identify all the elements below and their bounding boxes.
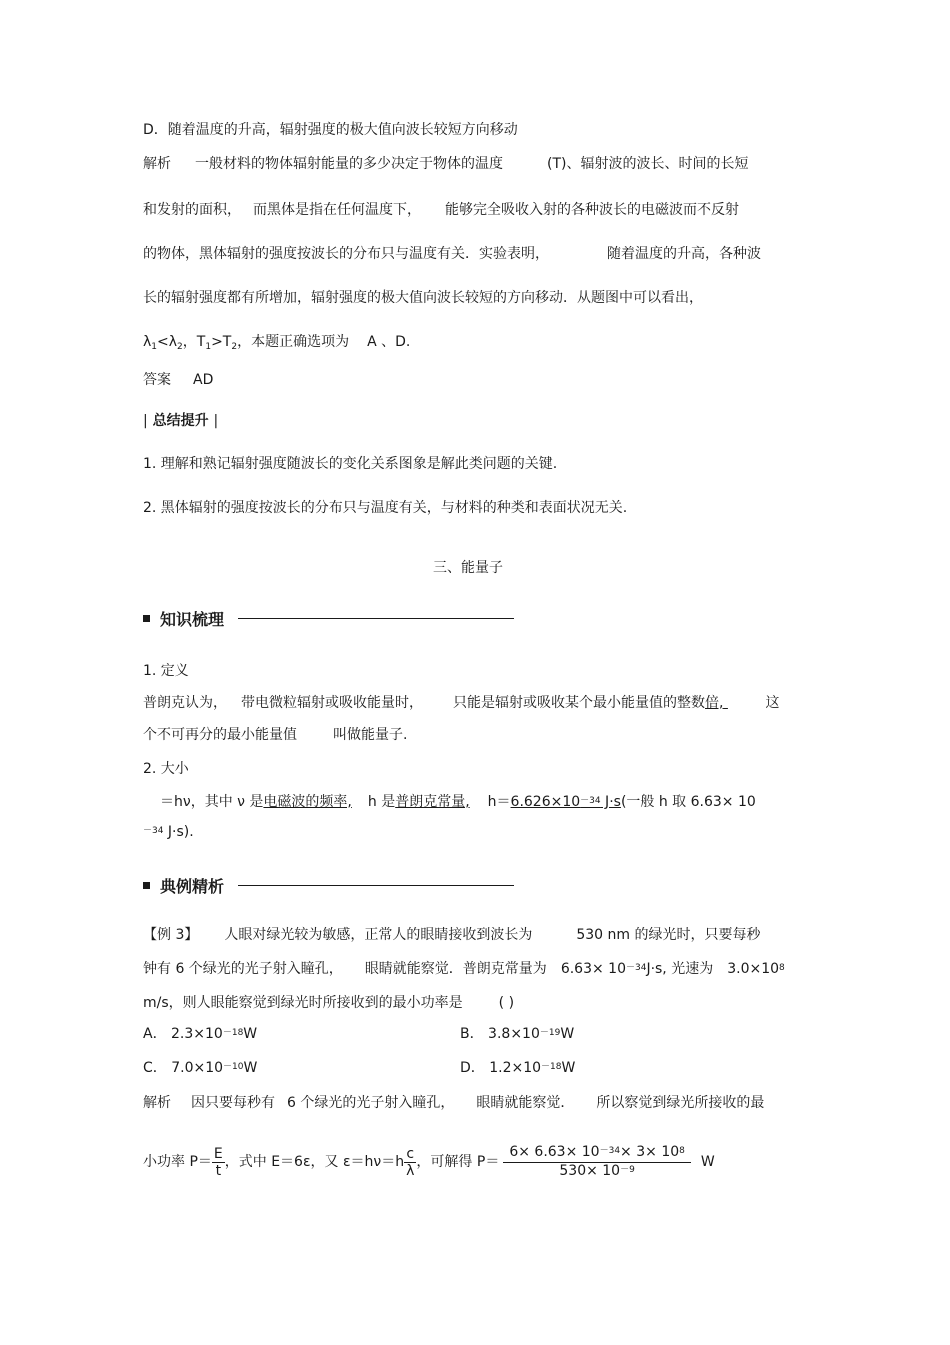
size-title: 2. 大小 (143, 761, 189, 777)
size-text: ＝hν，其中 ν 是 (160, 794, 264, 810)
subscript: 2 (231, 342, 238, 352)
definition-line-1 (143, 693, 779, 713)
analysis-text: 的物体，黑体辐射的强度按波长的分布只与温度有关．实验表明， (143, 246, 549, 262)
size-text: h＝ (487, 794, 511, 810)
exponent: －34 (625, 963, 647, 973)
summary-item-1: 1. 理解和熟记辐射强度随波长的变化关系图象是解此类问题的关键. (143, 456, 558, 472)
numerator-text: 6× 6.63× 10 (509, 1143, 600, 1160)
example-text: 3.0×10 (727, 961, 780, 977)
option-unit: W (243, 1026, 258, 1042)
analysis-text: 6 个绿光的光子射入瞳孔， (287, 1095, 455, 1111)
analysis-line-4: 长的辐射强度都有所增加，辐射强度的极大值向波长较短的方向移动．从题图中可以看出， (143, 290, 703, 306)
examples-title: 典例精析 (160, 877, 225, 896)
subscript: 2 (177, 342, 183, 352)
option-d-line: D．随着温度的升高，辐射强度的极大值向波长较短方向移动 (143, 122, 518, 138)
subscript: 1 (151, 342, 158, 352)
definition-text: 个不可再分的最小能量值 (143, 727, 297, 743)
analysis-text: 一般材料的物体辐射能量的多少决定于物体的温度 (195, 156, 503, 172)
option-unit: W (561, 1060, 576, 1076)
example-line-3 (143, 993, 514, 1013)
size-text: (一般 h 取 6.63× 10 (620, 794, 756, 810)
fraction-e-over-t (212, 1146, 225, 1179)
answer-label: 答案 (143, 372, 171, 388)
summary-heading: | 总结提升 | (143, 413, 219, 429)
example-text: 6.63× 10 (560, 961, 626, 977)
analysis-label: 解析 (143, 1095, 171, 1111)
answer-value: AD (193, 372, 214, 388)
exponent: －19 (539, 1028, 561, 1038)
analysis-text: ，T (182, 334, 206, 350)
examples-heading (143, 874, 514, 897)
size-unit: J·s (600, 794, 621, 810)
exponent: 8 (679, 1145, 685, 1156)
exponent: －34 (580, 796, 601, 806)
analysis-text: 所以察觉到绿光所接收的最 (596, 1095, 765, 1111)
formula-text: ，可解得 P＝ (416, 1154, 500, 1170)
exponent: 8 (779, 963, 785, 973)
knowledge-heading (143, 607, 514, 630)
example-text: 眼睛就能察觉．普朗克常量为 (364, 961, 547, 977)
definition-text: 带电微粒辐射或吸收能量时， (241, 695, 423, 711)
analysis-text: (T)、辐射波的波长、时间的长短 (547, 156, 749, 172)
analysis-text: <λ (157, 334, 178, 350)
option-unit: W (243, 1060, 258, 1076)
analysis-text: 和发射的面积， (143, 202, 241, 218)
exponent: －18 (541, 1062, 562, 1072)
answer-line (143, 370, 213, 390)
analysis-text: 能够完全吸收入射的各种波长的电磁波而不反射 (445, 202, 739, 218)
size-underlined: 电磁波的频率, (263, 794, 352, 810)
definition-text: 这 (765, 695, 780, 711)
definition-text: 叫做能量子. (333, 727, 408, 743)
example-text: 人眼对绿光较为敏感，正常人的眼睛接收到波长为 (224, 927, 533, 943)
fraction-c-over-lambda (404, 1146, 416, 1179)
power-fraction (503, 1144, 691, 1181)
option-b (460, 1024, 574, 1046)
size-underlined: 6.626×10 (510, 794, 581, 810)
exponent: －18 (222, 1028, 244, 1038)
analysis-text: 眼睛就能察觉． (476, 1095, 575, 1111)
numerator-text: × 3× 10 (620, 1143, 680, 1160)
fraction-denominator: t (215, 1162, 222, 1179)
summary-title: 总结提升 (152, 413, 209, 429)
analysis-text: >T (211, 334, 232, 350)
formula-unit: W (700, 1154, 715, 1170)
example-text: 钟有 6 个绿光的光子射入瞳孔， (143, 961, 343, 977)
example-line-2 (143, 959, 785, 981)
definition-line-2 (143, 725, 407, 745)
fraction-numerator: E (213, 1145, 223, 1162)
exponent: －9 (620, 1164, 635, 1175)
formula-line (143, 1142, 715, 1182)
size-text: J·s). (163, 824, 194, 840)
option-d (460, 1058, 575, 1080)
fraction-numerator (503, 1144, 691, 1163)
definition-text: 只能是辐射或吸收某个最小能量值的整数 (453, 695, 705, 711)
heading-rule (238, 618, 514, 619)
example-text: m/s，则人眼能察觉到绿光时所接收到的最小功率是 (143, 995, 463, 1011)
fraction-denominator: λ (406, 1162, 415, 1179)
definition-underlined: 倍, (705, 695, 724, 711)
example-label: 【例 3】 (143, 927, 199, 943)
fraction-numerator: c (406, 1145, 415, 1162)
size-underlined: 普朗克常量, (395, 794, 470, 810)
denominator-text: 530× 10 (559, 1162, 621, 1179)
analysis-text: 随着温度的升高，各种波 (607, 246, 761, 262)
analysis-line-5 (143, 332, 410, 354)
exponent: －34 (599, 1145, 621, 1156)
analysis-label: 解析 (143, 156, 171, 172)
definition-title: 1. 定义 (143, 663, 189, 679)
definition-text: 普朗克认为， (143, 695, 227, 711)
analysis-line-3 (143, 244, 761, 264)
example-text: J·s, 光速为 (646, 961, 714, 977)
option-c (143, 1058, 257, 1080)
section-title: 三、能量子 (433, 560, 503, 576)
formula-text: ，式中 E＝6ε，又 ε＝hν＝h (224, 1154, 405, 1170)
square-bullet-icon (143, 882, 150, 889)
square-bullet-icon (143, 615, 150, 622)
lambda-symbol: λ (143, 334, 152, 350)
summary-item-2: 2. 黑体辐射的强度按波长的分布只与温度有关，与材料的种类和表面状况无关. (143, 500, 628, 516)
analysis2-line-1 (143, 1093, 764, 1113)
example-text: 530 nm 的绿光时，只要每秒 (576, 927, 761, 943)
fraction-denominator (557, 1163, 636, 1181)
option-unit: W (560, 1026, 575, 1042)
size-line-2 (143, 822, 194, 844)
analysis-text: 而黑体是指在任何温度下， (253, 202, 421, 218)
option-text: A． 2.3×10 (143, 1026, 223, 1042)
subscript: 1 (205, 342, 212, 352)
analysis-line-2 (143, 200, 739, 220)
heading-rule (238, 885, 514, 886)
option-text: B． 3.8×10 (460, 1026, 540, 1042)
option-text: C． 7.0×10 (143, 1060, 224, 1076)
exponent: －34 (143, 826, 164, 836)
exponent: －10 (223, 1062, 244, 1072)
analysis-text: ，本题正确选项为 (237, 334, 350, 350)
option-a (143, 1024, 257, 1046)
analysis-line-1 (143, 154, 748, 174)
knowledge-title: 知识梳理 (160, 610, 225, 629)
size-line-1 (160, 792, 756, 814)
size-text: h 是 (367, 794, 396, 810)
formula-text: 小功率 P＝ (143, 1154, 212, 1170)
example-line-1 (143, 925, 761, 945)
analysis-answer: A 、D. (367, 334, 411, 350)
analysis-text: 因只要每秒有 (191, 1095, 275, 1111)
option-text: D． 1.2×10 (460, 1060, 542, 1076)
answer-blank: ( ) (498, 995, 515, 1011)
